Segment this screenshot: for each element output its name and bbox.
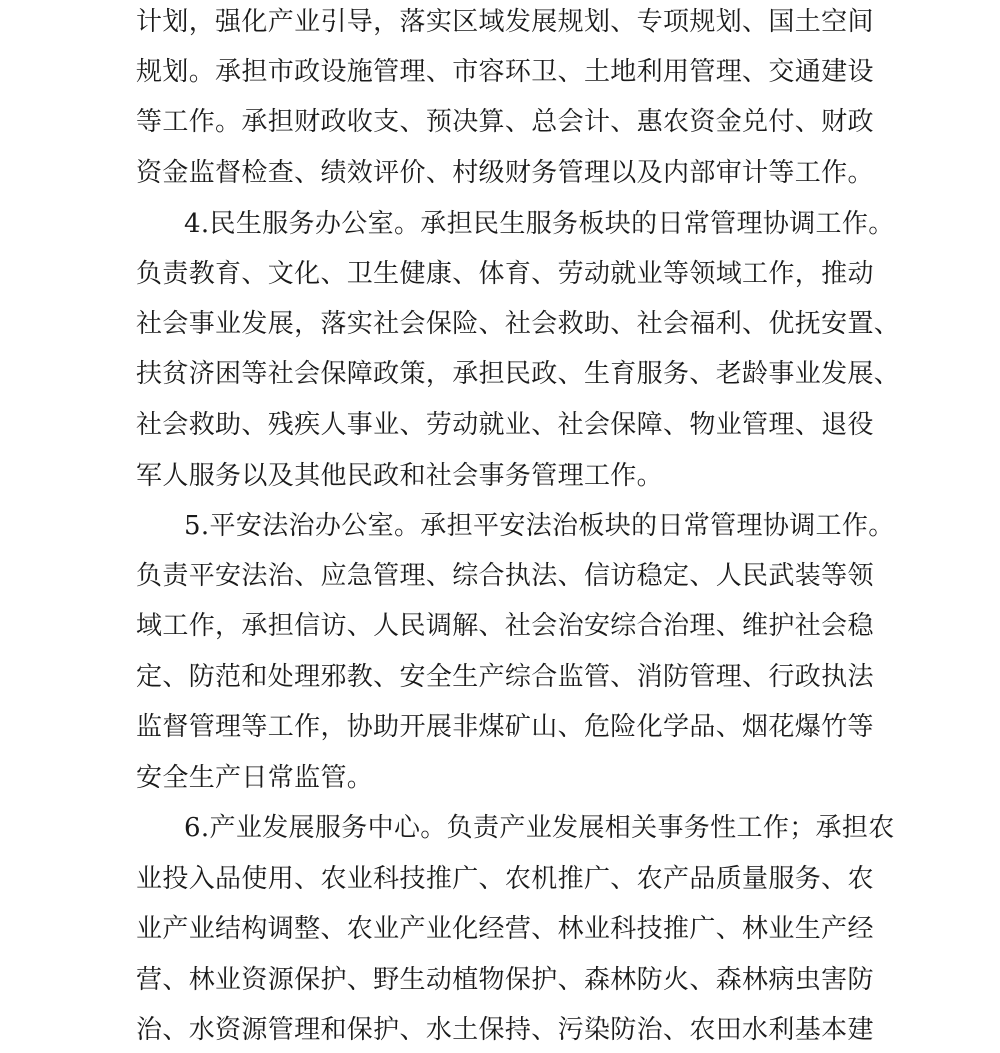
- text-line: 计划，强化产业引导，落实区域发展规划、专项规划、国土空间: [136, 7, 874, 37]
- text-line: 业投入品使用、农业科技推广、农机推广、农产品质量服务、农: [136, 864, 874, 894]
- text-line: 扶贫济困等社会保障政策，承担民政、生育服务、老龄事业发展、: [136, 359, 901, 389]
- text-line: 安全生产日常监管。: [136, 763, 374, 793]
- section-heading-line: 5.平安法治办公室。承担平安法治板块的日常管理协调工作。: [184, 511, 895, 541]
- section-heading-line: 4.民生服务办公室。承担民生服务板块的日常管理协调工作。: [184, 209, 895, 239]
- text-line: 负责教育、文化、卫生健康、体育、劳动就业等领域工作，推动: [136, 259, 874, 289]
- section-heading-line: 6.产业发展服务中心。负责产业发展相关事务性工作；承担农: [184, 813, 895, 843]
- text-line: 负责平安法治、应急管理、综合执法、信访稳定、人民武装等领: [136, 561, 874, 591]
- text-line: 治、水资源管理和保护、水土保持、污染防治、农田水利基本建: [136, 1015, 874, 1045]
- text-line: 监督管理等工作，协助开展非煤矿山、危险化学品、烟花爆竹等: [136, 712, 874, 742]
- text-line: 域工作，承担信访、人民调解、社会治安综合治理、维护社会稳: [136, 611, 874, 641]
- text-line: 业产业结构调整、农业产业化经营、林业科技推广、林业生产经: [136, 914, 874, 944]
- text-line: 规划。承担市政设施管理、市容环卫、土地利用管理、交通建设: [136, 57, 874, 87]
- text-line: 军人服务以及其他民政和社会事务管理工作。: [136, 461, 664, 491]
- text-line: 营、林业资源保护、野生动植物保护、森林防火、森林病虫害防: [136, 965, 874, 995]
- text-line: 定、防范和处理邪教、安全生产综合监管、消防管理、行政执法: [136, 662, 874, 692]
- text-line: 等工作。承担财政收支、预决算、总会计、惠农资金兑付、财政: [136, 107, 874, 137]
- text-line: 社会事业发展，落实社会保险、社会救助、社会福利、优抚安置、: [136, 309, 901, 339]
- text-line: 资金监督检查、绩效评价、村级财务管理以及内部审计等工作。: [136, 158, 874, 188]
- text-line: 社会救助、残疾人事业、劳动就业、社会保障、物业管理、退役: [136, 410, 874, 440]
